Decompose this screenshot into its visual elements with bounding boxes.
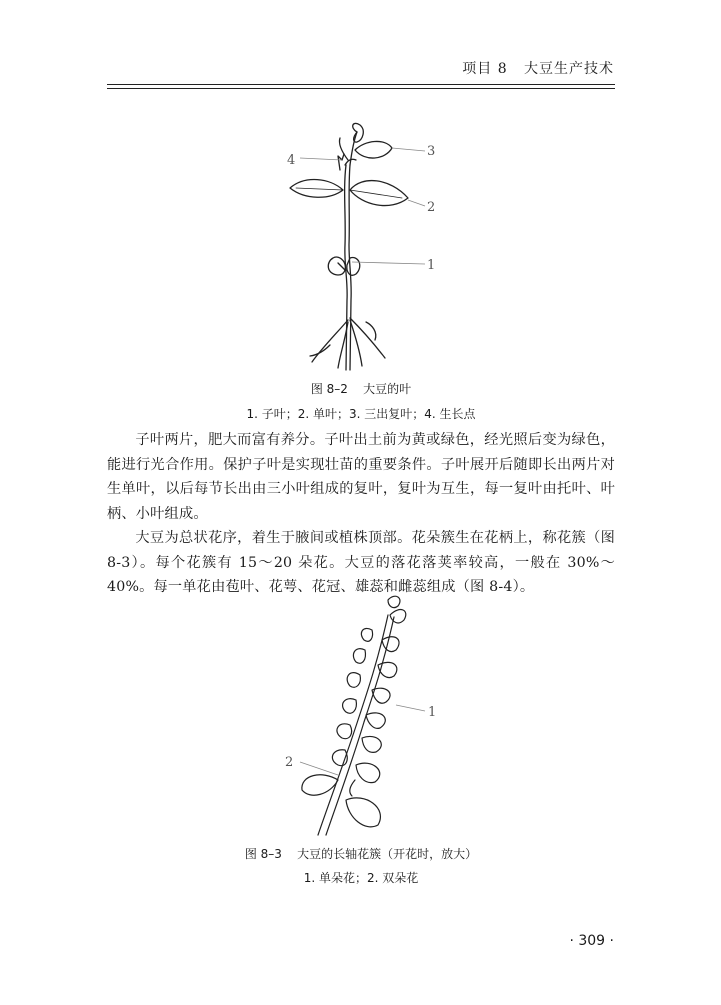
paragraph-leaves: 子叶两片，肥大而富有养分。子叶出土前为黄或绿色，经光照后变为绿色，能进行光合作用。保护子叶是实现壮苗的重要条件。子叶展开后随即长出两片对生单叶，以后每节长出由三小叶组成的复叶，复叶为互生，每一复叶由托叶、叶柄、小叶组成。	[107, 432, 615, 522]
figure2-caption: 图 8–3 大豆的长轴花簇（开花时，放大）	[244, 847, 478, 861]
figure1-label-1: 1	[427, 258, 436, 273]
header-rule-thin	[107, 88, 615, 89]
header-rule-thick	[107, 84, 615, 85]
figure2-label-1: 1	[428, 705, 437, 720]
figure1-legend: 1. 子叶；2. 单叶；3. 三出复叶；4. 生长点	[246, 407, 476, 421]
page-number: · 309 ·	[569, 933, 614, 949]
figure2-label-2: 2	[285, 755, 294, 770]
figure1-label-3: 3	[427, 144, 436, 159]
figure1-caption: 图 8–2 大豆的叶	[310, 382, 412, 396]
figure-soybean-seedling	[270, 118, 450, 373]
figure2-legend: 1. 单朵花；2. 双朵花	[303, 871, 419, 885]
figure1-label-4: 4	[287, 153, 296, 168]
figure1-label-2: 2	[427, 200, 436, 215]
running-header-title: 项目 8 大豆生产技术	[462, 61, 614, 77]
paragraph-inflorescence: 大豆为总状花序，着生于腋间或植株顶部。花朵簇生在花柄上，称花簇（图 8-3）。每个花簇有 15～20 朵花。大豆的落花落荚率较高，一般在 30%～40%。每一单花由苞叶、花萼、花冠、雄蕊和雌蕊组成（图 8-4）。	[107, 530, 615, 595]
figure-flower-cluster	[280, 592, 450, 842]
